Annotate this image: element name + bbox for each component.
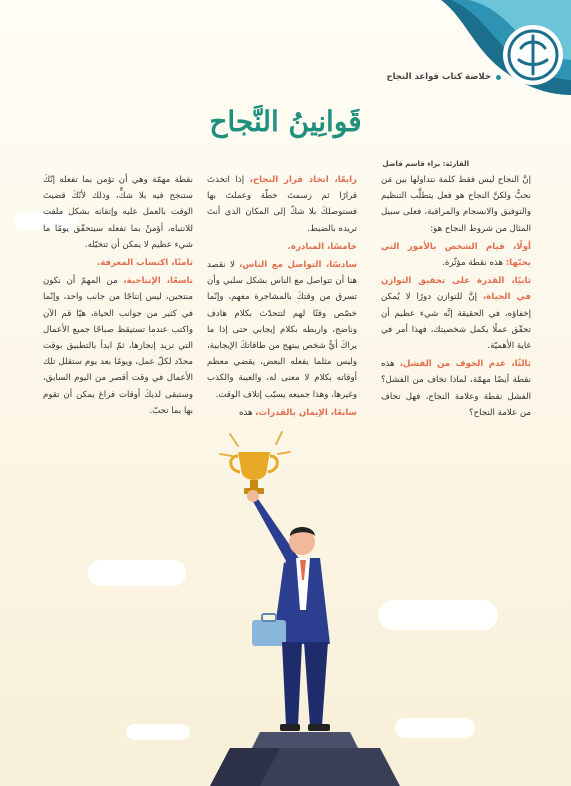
paragraph bbox=[381, 356, 531, 421]
breadcrumb-bullet bbox=[496, 75, 501, 80]
section-heading: خامسًا، المبادرة. bbox=[287, 241, 357, 252]
paragraph bbox=[207, 172, 357, 237]
paragraph: إنَّ النجاح ليس فقط كلمة نتداولها بين مَن نحبُّ ولكنَّ النجاح هو فعل يتطلَّب التنظيم والتوفيق والانسجام والمراقبة، فعلى سبيل المثال من شروط النجاح هو: bbox=[381, 175, 531, 234]
section-heading: رابعًا، اتخاذ قرار النجاح، bbox=[249, 175, 357, 185]
paragraph bbox=[207, 257, 357, 403]
section-heading: ثالثًا، عدم الخوف من الفشل، bbox=[399, 359, 531, 370]
section-text: هذه نقطة مؤثّرة. bbox=[442, 258, 506, 269]
man-holding-trophy-illustration bbox=[190, 430, 420, 786]
paragraph bbox=[381, 239, 531, 271]
section-heading: سابعًا، الإيمان بالقدرات، bbox=[255, 407, 357, 418]
page-title: قَوانِينُ النَّجاح bbox=[209, 105, 362, 138]
section-text: هذه bbox=[238, 407, 256, 418]
paragraph bbox=[207, 239, 357, 255]
text-column-3 bbox=[43, 172, 193, 421]
text-column-1 bbox=[381, 172, 531, 423]
paragraph bbox=[381, 273, 531, 354]
section-text: إذا اتخذتَ قرارًا ثم رسمتَ خطّة وعملتَ بها فستوصلكَ بلا شكّ إلى المكان الذي أنتَ تريده بالضبط. bbox=[207, 175, 357, 234]
paragraph bbox=[43, 255, 193, 271]
page-number: ٤ bbox=[441, 14, 451, 33]
section-text: هذه نقطة أيضًا مهمّة، لماذا تخاف من الفشل؟ الفشل نقطة وعلامة النجاح، فهل تخاف من علامة النجاح؟ bbox=[381, 359, 531, 418]
section-heading: ثانيًا، القدرة على تحقيق التوازن في الحياة، bbox=[381, 276, 531, 303]
author-credit: القارئة: براء قاسم فاضل bbox=[382, 160, 469, 168]
section-heading: تاسعًا، الإنتاجية، bbox=[123, 276, 193, 287]
paragraph: نقطة مهمّة وهي أن تؤمن بما تفعله إنّكَ ستنجح فيه بلا شكٍّ، وذلك لأنّكَ قضيتَ الوقت بالعمل عليه وإتقانه بشكل ملفت للانتباه، أؤمنْ بما تفعله سيتحقّق يومًا ما شيء عظيم لا يمكن أن تتخيّله. bbox=[43, 175, 193, 250]
paragraph bbox=[207, 405, 357, 421]
cloud-shape bbox=[88, 560, 186, 586]
section-text: من المهمّ أن نكون منتجين، ليس إنتاجًا من جانب واحد، وإنّما في كثير من جوانب الحياة، هيّا قم الآن واكتب عندما تستيقظ صباحًا جميع الأعمال التي تريد إنجازها، ثمّ ابدأ بالتطبيق بوقت محدّد لكلّ عمل، ويومًا بعد يوم ستقلل تلك الأعمال في وقت أقصر من اليوم السابق، وستبقى لديكَ أوقات فراغ يمكن أن تقوم بها بما تحبّ. bbox=[43, 276, 193, 416]
section-text: لا نقصد هنا أن تتواصل مع الناس بشكل سلبي وأن تسرق من وقتكَ بالمشاجرة معهم، وإنّما خصّص وقتًا لهم لتتحدّث بكلام هادف وناضج، واربطه بكلام إيجابي حتى إذا ما يراكَ أيُّ شخص يبتهج من طاقاتكَ الإيجابية، وليس مثلما يفعله البعض، يقضي معظم أوقاته بكلام لا معنى له، والغيبة والكذب وغيرها، وهذا جميعه يسبّب إتلاف الوقت. bbox=[207, 260, 357, 400]
section-heading: ثامنًا، اكتساب المعرفة. bbox=[96, 258, 193, 269]
cloud-shape bbox=[126, 724, 190, 740]
text-column-2 bbox=[207, 172, 357, 423]
section-heading: سادسًا، التواصل مع الناس، bbox=[239, 260, 357, 271]
paragraph bbox=[43, 273, 193, 419]
section-text: إنَّ للتوازن دورًا لا يُمكن إخفاؤه، في الحقيقة إنَّه شيء عظيم أن تحقّق عملًا يكمل شخصيتك، فهذا أمر في غاية الأهميّة. bbox=[381, 292, 531, 352]
section-heading: أولًا، قيام الشخص بالأمور التي يحبّها: bbox=[381, 241, 531, 269]
breadcrumb: خلاصة كتاب قواعد النجاح bbox=[386, 72, 491, 82]
